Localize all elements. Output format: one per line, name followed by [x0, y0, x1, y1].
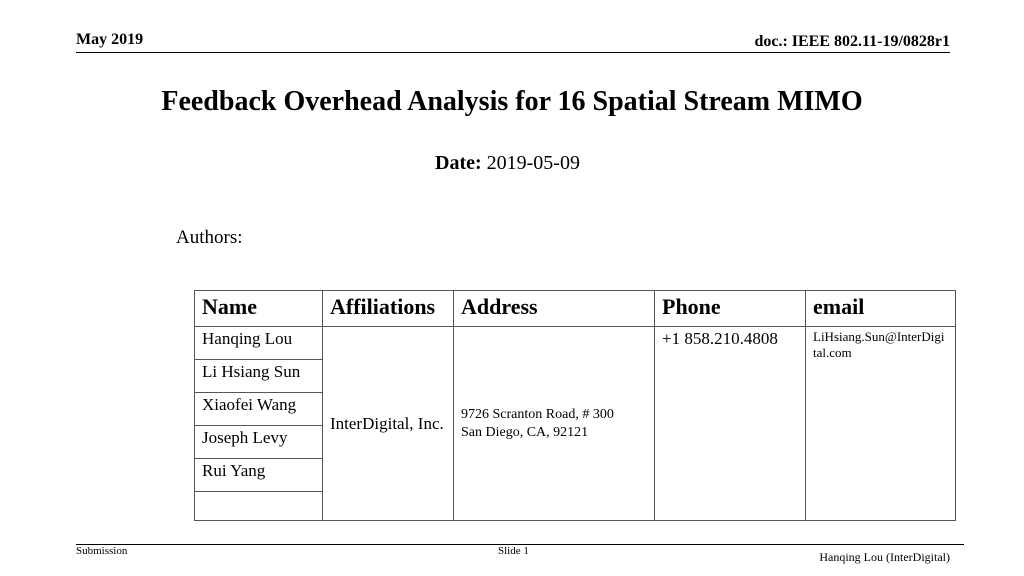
header-phone: Phone: [655, 291, 806, 327]
header-name: Name: [195, 291, 323, 327]
author-name: Joseph Levy: [195, 426, 323, 459]
authors-table: [194, 290, 956, 521]
email-cell: LiHsiang.Sun@InterDigital.com: [806, 327, 956, 521]
header-date: May 2019: [76, 31, 144, 48]
header-email: email: [806, 291, 956, 327]
table-row: [195, 327, 956, 360]
header-address: Address: [454, 291, 655, 327]
footer-slide-number: Slide 1: [498, 545, 529, 557]
header-affiliations: Affiliations: [323, 291, 454, 327]
header-doc-id: doc.: IEEE 802.11-19/0828r1: [754, 33, 950, 50]
author-name: Xiaofei Wang: [195, 393, 323, 426]
header-divider: [76, 52, 950, 53]
slide-title: Feedback Overhead Analysis for 16 Spatial Stream MIMO: [161, 86, 863, 117]
table-header-row: [195, 291, 956, 327]
author-name-empty: [195, 492, 323, 521]
address-line-1: 9726 Scranton Road, # 300: [461, 406, 614, 422]
date-value: 2019-05-09: [486, 152, 580, 174]
affiliation-cell: InterDigital, Inc.: [323, 327, 454, 521]
date-line: [435, 152, 580, 175]
address-cell: [454, 327, 655, 521]
address-line-2: San Diego, CA, 92121: [461, 424, 589, 440]
footer-author: Hanqing Lou (InterDigital): [819, 550, 950, 564]
phone-cell: +1 858.210.4808: [655, 327, 806, 521]
author-name: Hanqing Lou: [195, 327, 323, 360]
author-name: Rui Yang: [195, 459, 323, 492]
footer-submission: Submission: [76, 545, 128, 557]
date-label: Date:: [435, 152, 482, 174]
authors-label: Authors:: [176, 227, 243, 248]
author-name: Li Hsiang Sun: [195, 360, 323, 393]
